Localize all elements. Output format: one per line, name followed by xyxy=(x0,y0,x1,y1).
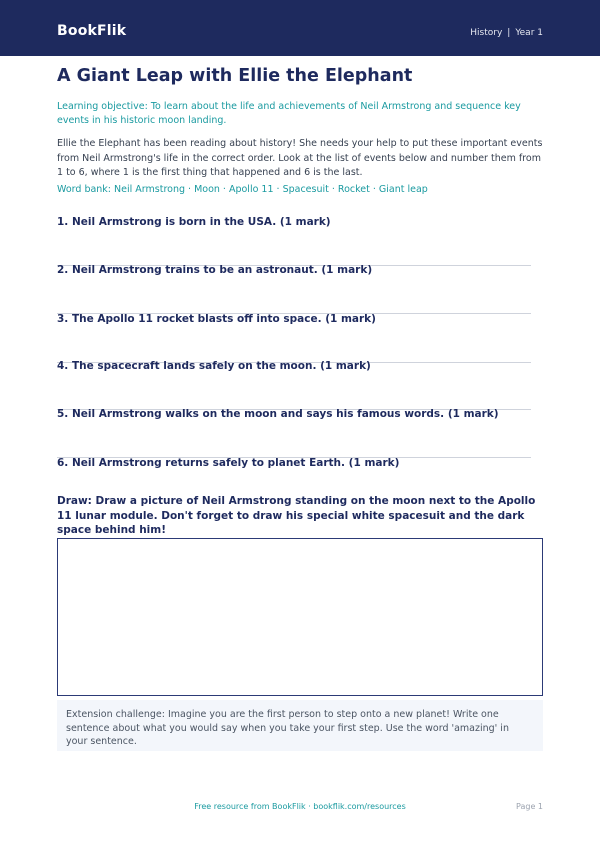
question-1: 1. Neil Armstrong is born in the USA. (1 mark) xyxy=(57,216,331,228)
word-bank: Word bank: Neil Armstrong · Moon · Apollo 11 · Spacesuit · Rocket · Giant leap xyxy=(57,184,428,195)
question-4: 4. The spacecraft lands safely on the moon. (1 mark) xyxy=(57,360,371,372)
footer-link[interactable]: Free resource from BookFlik · bookflik.com/resources xyxy=(194,802,406,811)
breadcrumb xyxy=(470,28,543,38)
header-bar xyxy=(0,0,600,56)
page-title: A Giant Leap with Ellie the Elephant xyxy=(57,66,413,86)
question-6: 6. Neil Armstrong returns safely to planet Earth. (1 mark) xyxy=(57,457,400,469)
intro-text: Ellie the Elephant has been reading about history! She needs your help to put these important events from Neil Armstrong's life in the correct order. Look at the list of events below and number them from 1 to 6, where 1 is the first thing that happened and 6 is the last. xyxy=(57,138,543,178)
breadcrumb-subject[interactable]: History xyxy=(470,28,503,38)
question-5: 5. Neil Armstrong walks on the moon and says his famous words. (1 mark) xyxy=(57,408,499,420)
extension-text: Extension challenge: Imagine you are the first person to step onto a new planet! Write one sentence about what you would say when you take your first step. Use the word 'amazing' in your sentence. xyxy=(66,709,509,747)
breadcrumb-level[interactable]: Year 1 xyxy=(515,28,543,38)
extension-challenge xyxy=(57,700,543,751)
drawing-area[interactable] xyxy=(57,538,543,696)
brand-logo[interactable]: BookFlik xyxy=(57,23,127,39)
question-2: 2. Neil Armstrong trains to be an astronaut. (1 mark) xyxy=(57,264,373,276)
question-3: 3. The Apollo 11 rocket blasts off into space. (1 mark) xyxy=(57,313,376,325)
page-number: Page 1 xyxy=(516,802,543,811)
learning-objective: Learning objective: To learn about the life and achievements of Neil Armstrong and sequence key events in his historic moon landing. xyxy=(57,101,521,126)
draw-prompt: Draw: Draw a picture of Neil Armstrong standing on the moon next to the Apollo 11 lunar module. Don't forget to draw his special white spacesuit and the dark space behind him! xyxy=(57,495,536,536)
breadcrumb-separator: | xyxy=(507,28,511,38)
